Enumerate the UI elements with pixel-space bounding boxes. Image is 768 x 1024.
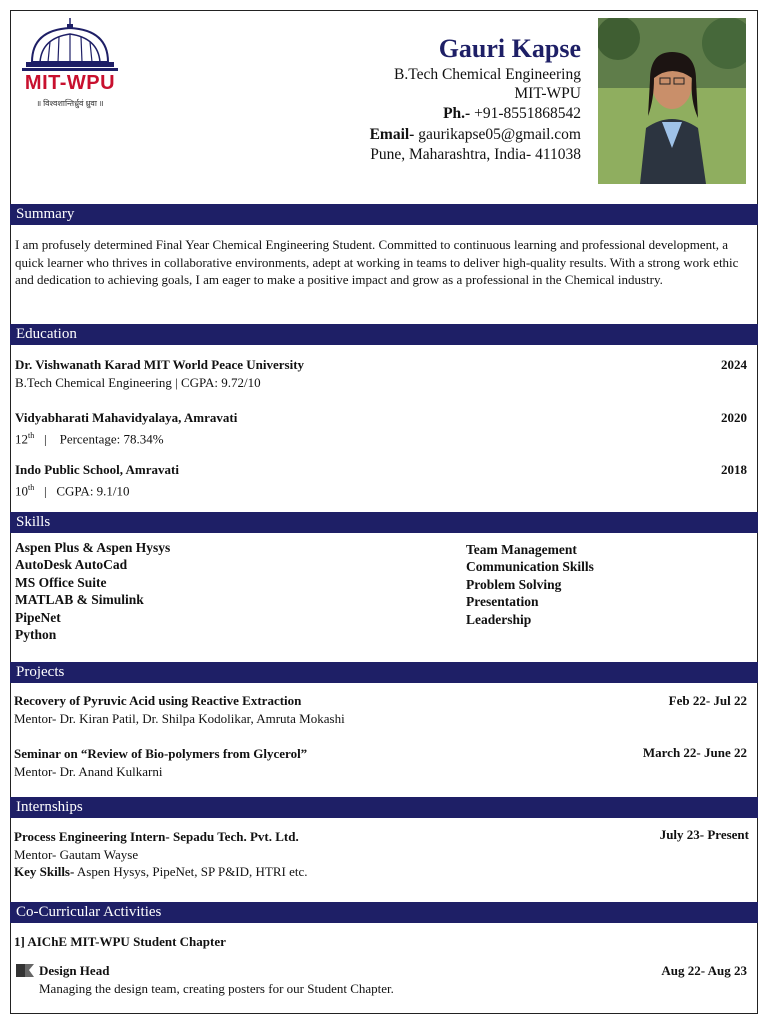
email-label: Email-	[369, 126, 415, 143]
summary-text: I am profusely determined Final Year Chemical Engineering Student. Committed to continuous learning and professional development, a quick learner who thrives in collaborative environments, adept at working in teams to deliver high-quality results. With a strong work ethic and dedication to achieving goals, I am eager to make a positive impact and grow as a professional in the Chemical industry.	[15, 237, 739, 287]
soft-skills-list	[466, 541, 594, 628]
internship-key-skills	[14, 863, 308, 881]
skill-item: Leadership	[466, 611, 532, 627]
activity-organization: 1] AIChE MIT-WPU Student Chapter	[14, 934, 226, 949]
grade-12: 12	[15, 431, 28, 447]
projects-heading: Projects	[10, 662, 758, 683]
grade-12-suffix: th	[28, 431, 35, 440]
email-address[interactable]: gaurikapse05@gmail.com	[418, 126, 581, 143]
education-heading: Education	[10, 324, 758, 345]
activities-heading: Co-Curricular Activities	[10, 902, 758, 923]
project-date-1: Feb 22- Jul 22	[668, 693, 747, 708]
education-year-3: 2018	[721, 462, 747, 477]
skill-item: Communication Skills	[466, 559, 594, 575]
profile-photo	[598, 18, 746, 184]
education-detail-1: B.Tech Chemical Engineering | CGPA: 9.72/10	[15, 375, 261, 390]
technical-skills-list	[15, 539, 170, 643]
education-year-1: 2024	[721, 357, 747, 372]
education-school-2: Vidyabharati Mahavidyalaya, Amravati	[15, 410, 238, 425]
phone-line	[443, 105, 581, 123]
phone-number[interactable]: +91-8551868542	[474, 105, 581, 122]
activity-role: Design Head	[39, 963, 110, 978]
university-logo	[18, 16, 122, 116]
flag-bullet-icon	[15, 963, 35, 979]
project-mentor-2: Mentor- Dr. Anand Kulkarni	[14, 764, 163, 779]
skill-item: MS Office Suite	[15, 574, 107, 590]
logo-tagline: ॥ विश्वशान्तिर्ध्रुवं ध्रुवा ॥	[36, 99, 104, 108]
skill-item: MATLAB & Simulink	[15, 592, 144, 608]
dome-icon	[18, 16, 122, 76]
project-title-2: Seminar on “Review of Bio-polymers from Glycerol”	[14, 746, 308, 761]
grade-10: 10	[15, 483, 28, 499]
education-year-2: 2020	[721, 410, 747, 425]
skill-item: Aspen Plus & Aspen Hysys	[15, 540, 171, 555]
internships-heading: Internships	[10, 797, 758, 818]
summary-heading: Summary	[10, 204, 758, 225]
grade-10-suffix: th	[28, 483, 35, 492]
key-skills-value: Aspen Hysys, PipeNet, SP P&ID, HTRI etc.	[76, 864, 308, 879]
skill-item: Problem Solving	[466, 576, 562, 592]
education-school-1: Dr. Vishwanath Karad MIT World Peace University	[15, 357, 305, 372]
key-skills-label: Key Skills-	[14, 864, 75, 879]
skill-item: AutoDesk AutoCad	[15, 557, 128, 573]
skill-item: Team Management	[466, 542, 577, 557]
project-mentor-1: Mentor- Dr. Kiran Patil, Dr. Shilpa Kodolikar, Amruta Mokashi	[14, 711, 345, 726]
institute: MIT-WPU	[514, 85, 581, 102]
internship-role: Process Engineering Intern- Sepadu Tech. Pvt. Ltd.	[14, 829, 299, 844]
activity-description: Managing the design team, creating posters for our Student Chapter.	[39, 981, 394, 996]
education-detail-3	[15, 479, 130, 500]
skill-item: Presentation	[466, 594, 539, 610]
education-school-3: Indo Public School, Amravati	[15, 462, 179, 477]
education-detail-2	[15, 427, 164, 448]
degree: B.Tech Chemical Engineering	[393, 66, 581, 83]
candidate-name: Gauri Kapse	[438, 34, 581, 63]
email-line	[370, 126, 581, 144]
skill-item: PipeNet	[15, 609, 61, 625]
grade-12-score: | Percentage: 78.34%	[43, 431, 164, 447]
internship-mentor: Mentor- Gautam Wayse	[14, 847, 139, 862]
activity-date: Aug 22- Aug 23	[661, 963, 747, 978]
grade-10-score: | CGPA: 9.1/10	[43, 483, 130, 499]
address: Pune, Maharashtra, India- 411038	[370, 146, 581, 163]
phone-label: Ph.-	[443, 105, 471, 122]
logo-text: MIT-WPU	[24, 72, 116, 94]
skills-heading: Skills	[10, 512, 758, 533]
internship-date: July 23- Present	[659, 827, 749, 842]
project-title-1: Recovery of Pyruvic Acid using Reactive Extraction	[14, 693, 302, 708]
skill-item: Python	[15, 627, 57, 643]
project-date-2: March 22- June 22	[642, 745, 747, 760]
